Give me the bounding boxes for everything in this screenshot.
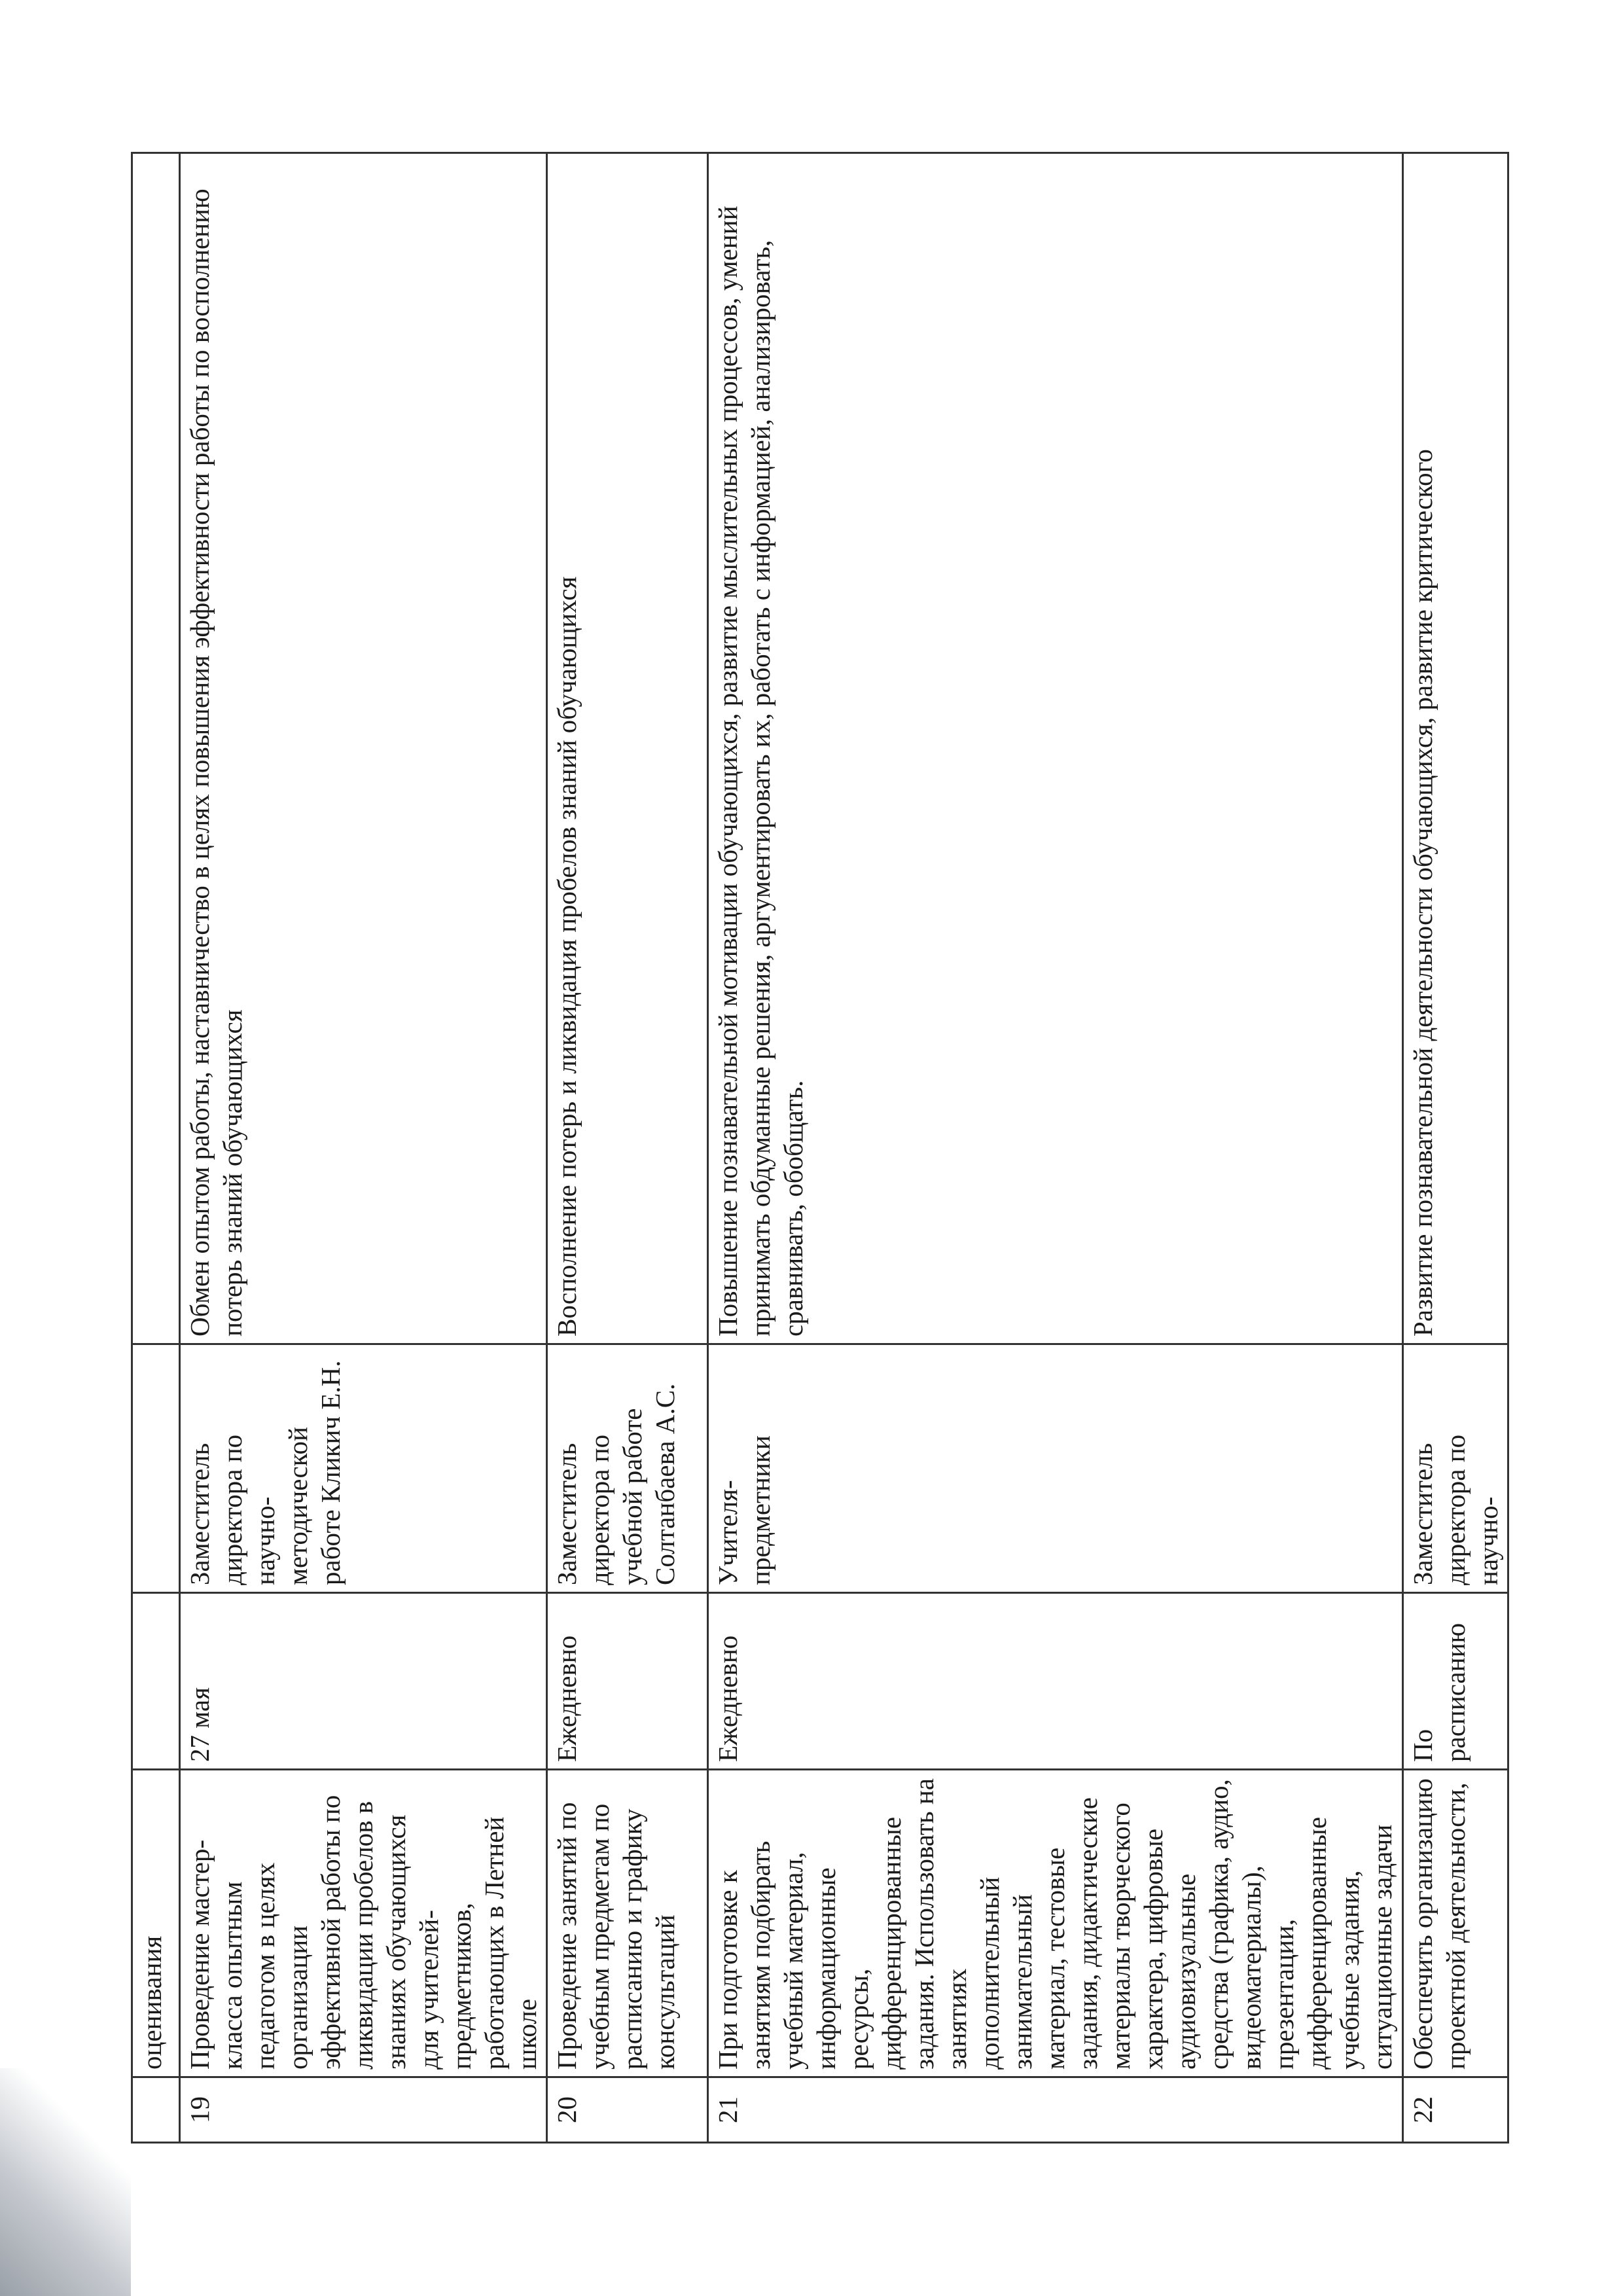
cell-result: Повышение познавательной мотивации обучающихся, развитие мыслительных процессов, умений принимать обдуманные решения, аргументировать их, работать с информацией, анализировать, сравнивать, обобщать. — [708, 153, 1402, 1344]
cell-responsible: Заместитель директора по научно-методической работе Кликич Е.Н. — [180, 1344, 547, 1593]
action-plan-table — [131, 152, 1509, 2144]
cell-date: Ежедневно — [708, 1593, 1402, 1770]
cell-num: 19 — [180, 2077, 547, 2143]
cell-responsible: Учителя-предметники — [708, 1344, 1402, 1593]
scan-corner-shadow — [0, 2068, 131, 2296]
cell-event: Проведение мастер-класса опытным педагогом в целях организации эффективной работы по ликвидации пробелов в знаниях обучающихся для учителей-предметников, работающих в Летней школе — [180, 1770, 547, 2077]
cell-responsible: Заместитель директора по учебной работе Солтанбаева А.С. — [547, 1344, 708, 1593]
cell-date: Ежедневно — [547, 1593, 708, 1770]
cell-num: 22 — [1402, 2077, 1508, 2143]
cell-result — [132, 153, 180, 1344]
cell-result: Восполнение потерь и ликвидация пробелов знаний обучающихся — [547, 153, 708, 1344]
cell-event: оценивания — [132, 1770, 180, 2077]
cell-num: 20 — [547, 2077, 708, 2143]
cell-result: Обмен опытом работы, наставничество в целях повышения эффективности работы по восполнению потерь знаний обучающихся — [180, 153, 547, 1344]
cell-responsible: Заместитель директора по научно- — [1402, 1344, 1508, 1593]
rotated-page — [131, 154, 1503, 2144]
table-row — [180, 153, 547, 2143]
table-row-header-continuation — [132, 153, 180, 2143]
cell-num: 21 — [708, 2077, 1402, 2143]
cell-date: По расписанию — [1402, 1593, 1508, 1770]
cell-num — [132, 2077, 180, 2143]
cell-date — [132, 1593, 180, 1770]
cell-responsible — [132, 1344, 180, 1593]
cell-event: При подготовке к занятиям подбирать учебный материал, информационные ресурсы, дифференцированные задания. Использовать на занятиях дополнительный занимательный материал, тестовые задания, дидактические материалы творческого характера, цифровые аудиовизуальные средства (графика, аудио, видеоматериалы), презентации, дифференцированные учебные задания, ситуационные задачи — [708, 1770, 1402, 2077]
table-row — [547, 153, 708, 2143]
cell-event: Проведение занятий по учебным предметам по расписанию и графику консультаций — [547, 1770, 708, 2077]
cell-event: Обеспечить организацию проектной деятельности, — [1402, 1770, 1508, 2077]
cell-result: Развитие познавательной деятельности обучающихся, развитие критического — [1402, 153, 1508, 1344]
table-row — [1402, 153, 1508, 2143]
table-row — [708, 153, 1402, 2143]
cell-date: 27 мая — [180, 1593, 547, 1770]
